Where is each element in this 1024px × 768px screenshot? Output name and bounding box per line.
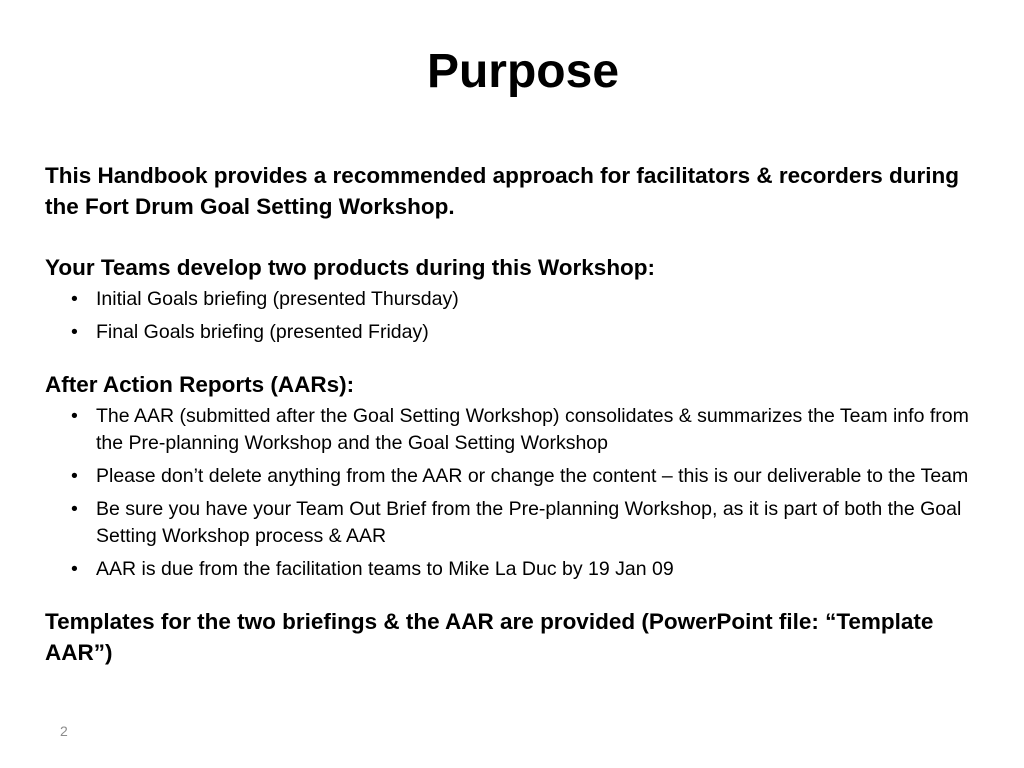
list-item	[45, 319, 985, 346]
aar-heading: After Action Reports (AARs):	[45, 372, 355, 397]
bullet-icon: •	[71, 558, 78, 580]
list-item-text: The AAR (submitted after the Goal Setting Workshop) consolidates & summarizes the Team info from the Pre-planning Workshop and the Goal Setting Workshop	[96, 405, 969, 454]
page-number: 2	[60, 723, 68, 739]
teams-list	[45, 286, 985, 346]
bullet-icon: •	[71, 288, 78, 310]
list-item-text: Please don’t delete anything from the AAR or change the content – this is our deliverable to the Team	[96, 465, 969, 487]
list-item	[45, 286, 985, 313]
bullet-icon: •	[71, 498, 78, 520]
intro-paragraph: This Handbook provides a recommended approach for facilitators & recorders during the Fort Drum Goal Setting Workshop.	[45, 163, 959, 219]
bullet-icon: •	[71, 321, 78, 343]
teams-heading: Your Teams develop two products during this Workshop:	[45, 255, 656, 280]
templates-paragraph: Templates for the two briefings & the AAR are provided (PowerPoint file: “Template AAR”)	[45, 609, 934, 665]
list-item-text: Final Goals briefing (presented Friday)	[96, 321, 429, 343]
slide-title: Purpose	[426, 45, 620, 98]
list-item	[45, 556, 985, 583]
bullet-icon: •	[71, 405, 78, 427]
list-item-text: Initial Goals briefing (presented Thursday)	[96, 288, 459, 310]
slide-content	[45, 160, 985, 668]
list-item-text: AAR is due from the facilitation teams to Mike La Duc by 19 Jan 09	[96, 558, 674, 580]
list-item	[45, 463, 985, 490]
list-item	[45, 403, 985, 457]
list-item	[45, 496, 985, 550]
list-item-text: Be sure you have your Team Out Brief from the Pre-planning Workshop, as it is part of both the Goal Setting Workshop process & AAR	[96, 498, 962, 547]
bullet-icon: •	[71, 465, 78, 487]
aar-list	[45, 403, 985, 583]
